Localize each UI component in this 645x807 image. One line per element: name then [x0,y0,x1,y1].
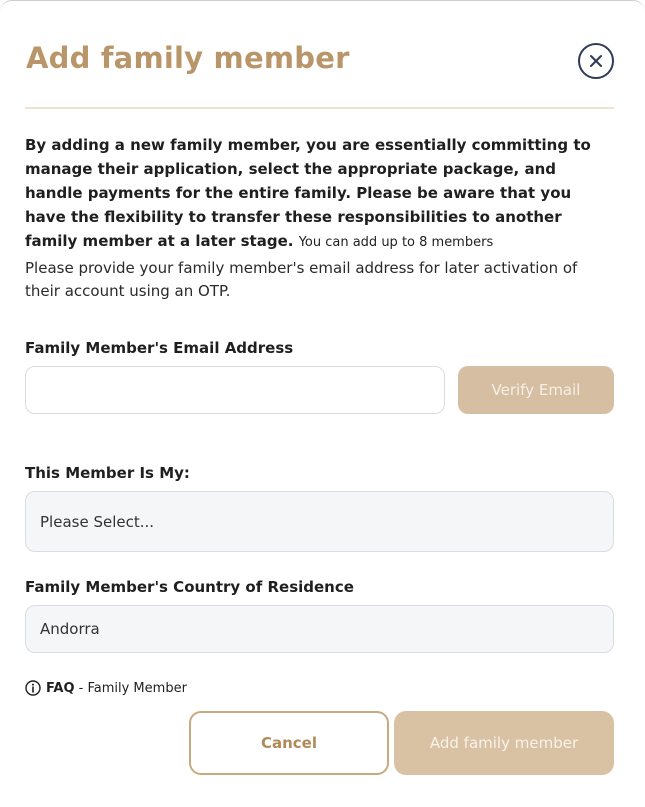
member-limit-note: You can add up to 8 members [298,235,494,250]
country-label: Family Member's Country of Residence [25,578,354,596]
email-label: Family Member's Email Address [25,339,294,357]
close-icon [588,53,604,69]
faq-link[interactable] [25,680,187,696]
add-family-member-button[interactable]: Add family member [394,711,614,775]
faq-text: - Family Member [74,680,187,696]
relationship-select[interactable] [25,491,614,552]
header-divider [25,107,614,109]
verify-email-button[interactable]: Verify Email [458,366,614,414]
relationship-selected: Please Select... [40,512,155,531]
intro-bold-text: By adding a new family member, you are essentially committing to manage their application, select the appropriate package, and handle payments for the entire family. Please be aware that you have the flexibility to transfer these responsibilities to another family member at a later stage. [25,136,591,250]
cancel-button[interactable]: Cancel [189,711,389,775]
relationship-label: This Member Is My: [25,464,190,482]
faq-label: FAQ [46,680,75,696]
country-select[interactable] [25,605,614,653]
info-icon [25,680,41,696]
email-description: Please provide your family member's email address for later activation of their account using an OTP. [25,259,578,300]
intro-text [25,133,615,255]
country-selected: Andorra [40,620,100,638]
email-input[interactable] [25,366,445,414]
dialog-title: Add family member [26,41,350,75]
close-button[interactable] [578,43,614,79]
